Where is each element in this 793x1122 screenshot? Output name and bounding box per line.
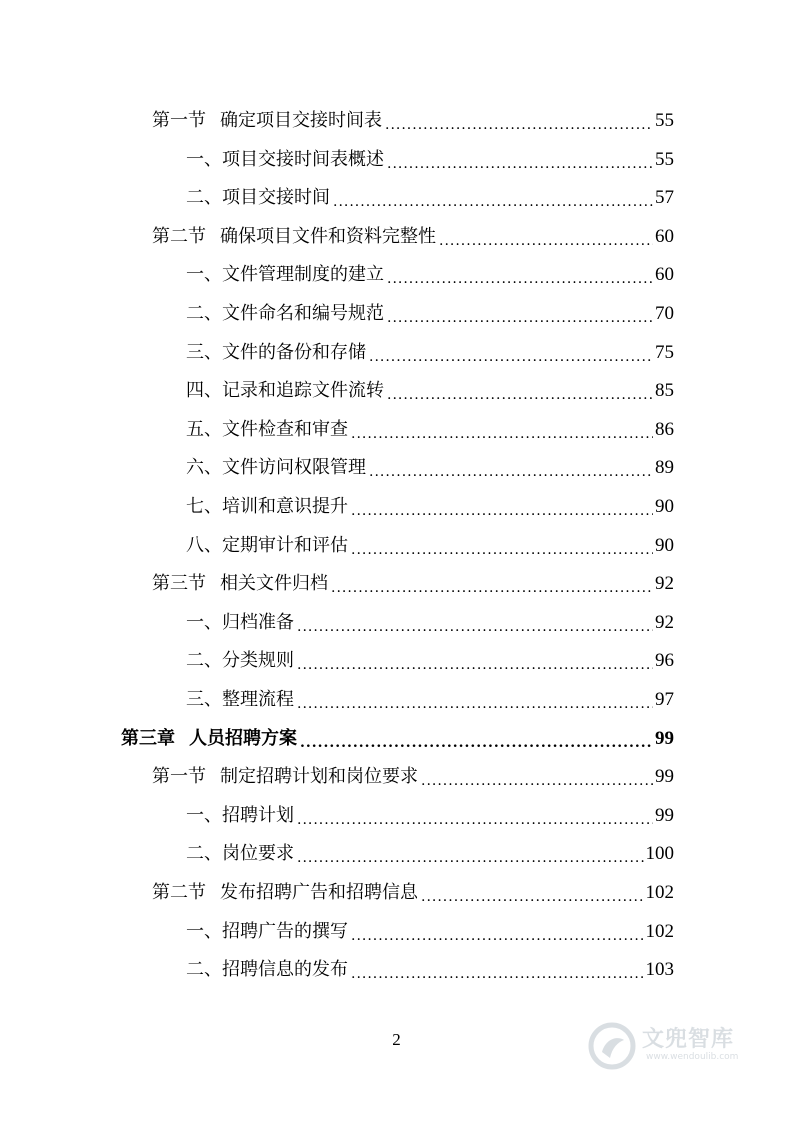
toc-entry-number: 第三节 xyxy=(152,573,206,595)
toc-entry-number: 二、 xyxy=(186,843,222,865)
toc-entry-number: 三、 xyxy=(186,689,222,710)
toc-entry-title xyxy=(152,218,436,256)
toc-dot-leader xyxy=(333,179,653,217)
toc-entry-number: 一、 xyxy=(186,148,222,170)
toc-entry-title xyxy=(186,642,294,680)
toc-entry[interactable] xyxy=(186,411,674,449)
toc-dot-leader xyxy=(351,951,644,989)
toc-dot-leader xyxy=(387,141,653,179)
toc-entry-number: 五、 xyxy=(186,418,222,440)
toc-entry-number: 第二节 xyxy=(152,225,206,247)
toc-entry-page: 75 xyxy=(655,341,674,363)
toc-dot-leader xyxy=(439,218,653,256)
toc-entry[interactable] xyxy=(186,334,674,372)
toc-entry-title xyxy=(152,874,418,912)
toc-dot-leader xyxy=(421,758,653,796)
toc-dot-leader xyxy=(387,295,653,333)
page-number: 2 xyxy=(392,1030,401,1049)
toc-entry[interactable] xyxy=(186,295,674,333)
toc-entry[interactable] xyxy=(152,758,674,796)
toc-entry[interactable] xyxy=(152,565,674,603)
toc-entry-number: 二、 xyxy=(186,187,222,209)
toc-entry[interactable] xyxy=(186,256,674,294)
toc-entry-number: 第三章 xyxy=(121,727,175,749)
watermark xyxy=(588,1018,758,1078)
watermark-url: www.wendoulib.com xyxy=(646,1052,739,1062)
toc-entry-page: 99 xyxy=(655,727,674,749)
toc-entry-label: 文件访问权限管理 xyxy=(222,457,366,479)
toc-dot-leader xyxy=(369,449,653,487)
toc-entry-number: 二、 xyxy=(186,303,222,324)
toc-entry[interactable] xyxy=(186,141,674,179)
toc-entry-title xyxy=(186,797,294,835)
toc-entry-label: 定期审计和评估 xyxy=(222,534,348,556)
toc-entry-title xyxy=(186,334,366,372)
toc-entry[interactable] xyxy=(186,372,674,410)
toc-entry-page: 55 xyxy=(655,148,674,170)
toc-dot-leader xyxy=(351,527,653,565)
toc-entry-page: 102 xyxy=(645,882,674,903)
toc-entry-number: 八、 xyxy=(186,534,222,556)
toc-entry-title xyxy=(186,527,348,565)
toc-entry-number: 一、 xyxy=(186,920,222,942)
toc-entry-label: 文件的备份和存储 xyxy=(222,341,366,363)
toc-entry-page: 55 xyxy=(655,110,674,131)
toc-entry-page: 89 xyxy=(655,457,674,479)
toc-entry-title xyxy=(186,256,384,294)
toc-entry-page: 96 xyxy=(655,650,674,672)
toc-entry-label: 人员招聘方案 xyxy=(189,727,297,749)
toc-entry-page: 100 xyxy=(645,843,674,865)
toc-dot-leader xyxy=(387,372,653,410)
toc-entry-page: 99 xyxy=(655,766,674,788)
toc-entry-label: 文件管理制度的建立 xyxy=(222,264,384,286)
toc-entry-number: 四、 xyxy=(186,380,222,402)
toc-entry-title xyxy=(186,913,348,951)
toc-entry[interactable] xyxy=(186,835,674,873)
toc-entry[interactable] xyxy=(186,797,674,835)
toc-entry-label: 制定招聘计划和岗位要求 xyxy=(220,766,418,788)
toc-entry-title xyxy=(186,488,348,526)
toc-entry-label: 相关文件归档 xyxy=(220,573,328,595)
toc-entry-title xyxy=(186,604,294,642)
toc-entry[interactable] xyxy=(186,488,674,526)
toc-entry[interactable] xyxy=(186,681,674,719)
toc-entry-title xyxy=(186,372,384,410)
toc-entry-number: 一、 xyxy=(186,804,222,826)
toc-entry-page: 57 xyxy=(655,187,674,209)
toc-entry-page: 92 xyxy=(655,573,674,595)
watermark-title: 文兜智库 xyxy=(642,1027,735,1052)
toc-entry-number: 第一节 xyxy=(152,766,206,788)
toc-entry[interactable] xyxy=(186,179,674,217)
toc-entry-label: 记录和追踪文件流转 xyxy=(222,380,384,402)
toc-entry[interactable] xyxy=(186,449,674,487)
toc-entry-label: 岗位要求 xyxy=(222,843,294,865)
toc-entry-title xyxy=(186,681,294,719)
toc-dot-leader xyxy=(297,642,653,680)
toc-entry[interactable] xyxy=(121,720,674,758)
toc-entry[interactable] xyxy=(186,604,674,642)
toc-entry-number: 一、 xyxy=(186,264,222,286)
toc-dot-leader xyxy=(297,835,644,873)
toc-entry-page: 97 xyxy=(655,689,674,710)
toc-entry-page: 85 xyxy=(655,380,674,402)
toc-dot-leader xyxy=(351,488,653,526)
toc-entry-label: 分类规则 xyxy=(222,650,294,672)
toc-entry-page: 90 xyxy=(655,496,674,517)
toc-entry-number: 第一节 xyxy=(152,110,206,131)
toc-dot-leader xyxy=(297,681,653,719)
toc-dot-leader xyxy=(385,102,653,140)
toc-entry-title xyxy=(186,141,384,179)
toc-entry[interactable] xyxy=(186,913,674,951)
toc-entry-number: 第二节 xyxy=(152,882,206,903)
toc-entry-number: 二、 xyxy=(186,650,222,672)
toc-entry-label: 招聘计划 xyxy=(222,804,294,826)
toc-dot-leader xyxy=(421,874,644,912)
toc-entry-label: 项目交接时间表概述 xyxy=(222,148,384,170)
toc-entry-title xyxy=(186,411,348,449)
toc-entry-label: 文件命名和编号规范 xyxy=(222,303,384,324)
toc-entry-page: 90 xyxy=(655,534,674,556)
wendou-logo-icon xyxy=(588,1022,636,1070)
toc-entry[interactable] xyxy=(186,951,674,989)
toc-entry-number: 二、 xyxy=(186,959,222,981)
toc-entry[interactable] xyxy=(186,642,674,680)
toc-entry-title xyxy=(186,951,348,989)
toc-entry[interactable] xyxy=(152,102,674,140)
toc-entry-label: 确保项目文件和资料完整性 xyxy=(220,225,436,247)
toc-entry[interactable] xyxy=(152,874,674,912)
toc-dot-leader xyxy=(369,334,653,372)
toc-entry-page: 92 xyxy=(655,611,674,633)
toc-entry-title xyxy=(186,449,366,487)
toc-entry[interactable] xyxy=(186,527,674,565)
toc-entry-title xyxy=(152,102,382,140)
toc-entry-page: 99 xyxy=(655,804,674,826)
toc-dot-leader xyxy=(297,797,653,835)
toc-entry-number: 六、 xyxy=(186,457,222,479)
toc-entry-number: 七、 xyxy=(186,496,222,517)
toc-entry-page: 103 xyxy=(645,959,674,981)
toc-entry-title xyxy=(152,758,418,796)
toc-dot-leader xyxy=(331,565,653,603)
toc-entry-label: 确定项目交接时间表 xyxy=(220,110,382,131)
toc-entry-label: 招聘信息的发布 xyxy=(222,959,348,981)
toc-entry-page: 60 xyxy=(655,225,674,247)
toc-entry-label: 培训和意识提升 xyxy=(222,496,348,517)
toc-entry-page: 102 xyxy=(645,920,674,942)
toc-entry-title xyxy=(186,295,384,333)
toc-dot-leader xyxy=(351,913,644,951)
toc-entry-title xyxy=(152,565,328,603)
toc-entry-page: 60 xyxy=(655,264,674,286)
toc-entry-label: 招聘广告的撰写 xyxy=(222,920,348,942)
toc-entry-title xyxy=(186,179,330,217)
toc-entry-label: 整理流程 xyxy=(222,689,294,710)
toc-dot-leader xyxy=(387,256,653,294)
toc-entry-label: 项目交接时间 xyxy=(222,187,330,209)
toc-entry[interactable] xyxy=(152,218,674,256)
toc-entry-page: 86 xyxy=(655,418,674,440)
toc-entry-label: 文件检查和审查 xyxy=(222,418,348,440)
toc-entry-label: 归档准备 xyxy=(222,611,294,633)
toc-entry-label: 发布招聘广告和招聘信息 xyxy=(220,882,418,903)
toc-entry-page: 70 xyxy=(655,303,674,324)
toc-entry-number: 三、 xyxy=(186,341,222,363)
toc-dot-leader xyxy=(297,604,653,642)
toc-dot-leader xyxy=(300,720,653,758)
toc-entry-number: 一、 xyxy=(186,611,222,633)
toc-entry-title xyxy=(186,835,294,873)
toc-dot-leader xyxy=(351,411,653,449)
toc-entry-title xyxy=(121,720,297,758)
